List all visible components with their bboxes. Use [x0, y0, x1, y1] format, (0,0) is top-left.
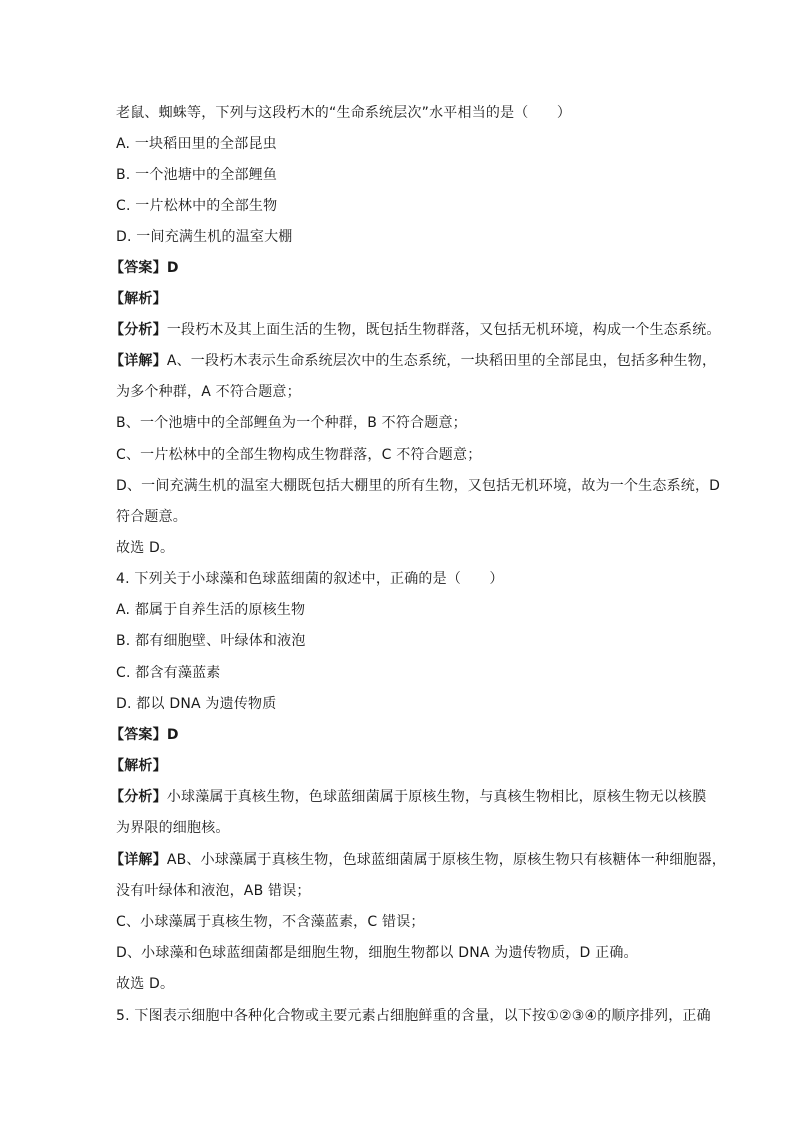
option-label: A. — [116, 136, 131, 152]
option-label: B. — [116, 633, 131, 649]
option-text: 都有细胞壁、叶绿体和液泡 — [135, 633, 306, 649]
answer-value: D — [166, 260, 179, 276]
q4-analysis-tag — [110, 757, 167, 775]
xiangjie-text: A、一段朽木表示生命系统层次中的生态系统，一块稻田里的全部昆虫，包括多种生物， — [166, 353, 717, 369]
q3-conclusion: 故选 D。 — [116, 540, 175, 556]
q4-answer — [110, 726, 179, 744]
fenxi-text: 一段朽木及其上面生活的生物，既包括生物群落，又包括无机环境，构成一个生态系统。 — [166, 322, 721, 338]
q4-xiangjie-line-3: C、小球藻属于真核生物，不含藻蓝素，C 错误； — [116, 914, 425, 930]
option-label: B. — [116, 167, 131, 183]
analysis-tag: 【解析】 — [110, 758, 167, 774]
q4-fenxi-line-1 — [110, 788, 706, 806]
option-text: 都以 DNA 为遗传物质 — [136, 696, 277, 712]
q4-xiangjie-line-4: D、小球藻和色球蓝细菌都是细胞生物，细胞生物都以 DNA 为遗传物质，D 正确。 — [116, 945, 638, 961]
answer-tag: 【答案】 — [110, 260, 167, 276]
q4-xiangjie-line-1 — [110, 851, 726, 869]
question-stem: 下列关于小球藻和色球蓝细菌的叙述中，正确的是（ ） — [134, 571, 504, 587]
option-label: C. — [116, 665, 131, 681]
q4-option-c — [116, 664, 221, 682]
q3-xiangjie-line-3: B、一个池塘中的全部鲤鱼为一个种群，B 不符合题意； — [116, 415, 467, 431]
question-number: 4. — [116, 571, 130, 587]
analysis-tag: 【解析】 — [110, 291, 167, 307]
option-label: D. — [116, 229, 132, 245]
q3-fenxi — [110, 321, 721, 339]
xiangjie-text: AB、小球藻属于真核生物，色球蓝细菌属于原核生物，原核生物只有核糖体一种细胞器， — [166, 852, 726, 868]
q3-option-d — [116, 228, 293, 246]
answer-tag: 【答案】 — [110, 727, 167, 743]
question-stem: 下图表示细胞中各种化合物或主要元素占细胞鲜重的含量，以下按①②③④的顺序排列，正确 — [134, 1008, 711, 1024]
option-label: A. — [116, 602, 131, 618]
option-text: 都含有藻蓝素 — [135, 665, 221, 681]
option-text: 一个池塘中的全部鲤鱼 — [135, 167, 278, 183]
option-label: D. — [116, 696, 132, 712]
option-text: 一片松林中的全部生物 — [135, 198, 278, 214]
question-number: 5. — [116, 1008, 130, 1024]
q3-answer — [110, 259, 179, 277]
option-text: 一间充满生机的温室大棚 — [136, 229, 293, 245]
option-text: 一块稻田里的全部昆虫 — [134, 136, 277, 152]
q4-fenxi-line-2: 为界限的细胞核。 — [116, 820, 230, 836]
q4-stem — [116, 570, 504, 588]
q5-stem — [116, 1007, 711, 1025]
q4-option-d — [116, 695, 276, 713]
q4-xiangjie-line-2: 没有叶绿体和液泡，AB 错误； — [116, 883, 311, 899]
option-label: C. — [116, 198, 131, 214]
q3-xiangjie-line-6: 符合题意。 — [116, 509, 187, 525]
fenxi-text: 小球藻属于真核生物，色球蓝细菌属于原核生物，与真核生物相比，原核生物无以核膜 — [166, 789, 707, 805]
q3-option-c — [116, 197, 277, 215]
q4-conclusion: 故选 D。 — [116, 976, 175, 992]
q4-option-b — [116, 632, 306, 650]
xiangjie-tag: 【详解】 — [110, 852, 167, 868]
fenxi-tag: 【分析】 — [110, 789, 167, 805]
option-text: 都属于自养生活的原核生物 — [134, 602, 306, 618]
q3-option-a — [116, 135, 277, 153]
q3-xiangjie-line-5: D、一间充满生机的温室大棚既包括大棚里的所有生物，又包括无机环境，故为一个生态系统，D — [116, 478, 721, 494]
q3-xiangjie-line-1 — [110, 352, 716, 370]
q3-stem-tail: 老鼠、蜘蛛等，下列与这段朽木的“生命系统层次”水平相当的是（ ） — [116, 105, 572, 121]
q4-option-a — [116, 601, 305, 619]
xiangjie-tag: 【详解】 — [110, 353, 167, 369]
q3-xiangjie-line-2: 为多个种群，A 不符合题意； — [116, 384, 301, 400]
fenxi-tag: 【分析】 — [110, 322, 167, 338]
answer-value: D — [166, 727, 179, 743]
q3-xiangjie-line-4: C、一片松林中的全部生物构成生物群落，C 不符合题意； — [116, 447, 482, 463]
q3-option-b — [116, 166, 277, 184]
q3-analysis-tag — [110, 290, 167, 308]
